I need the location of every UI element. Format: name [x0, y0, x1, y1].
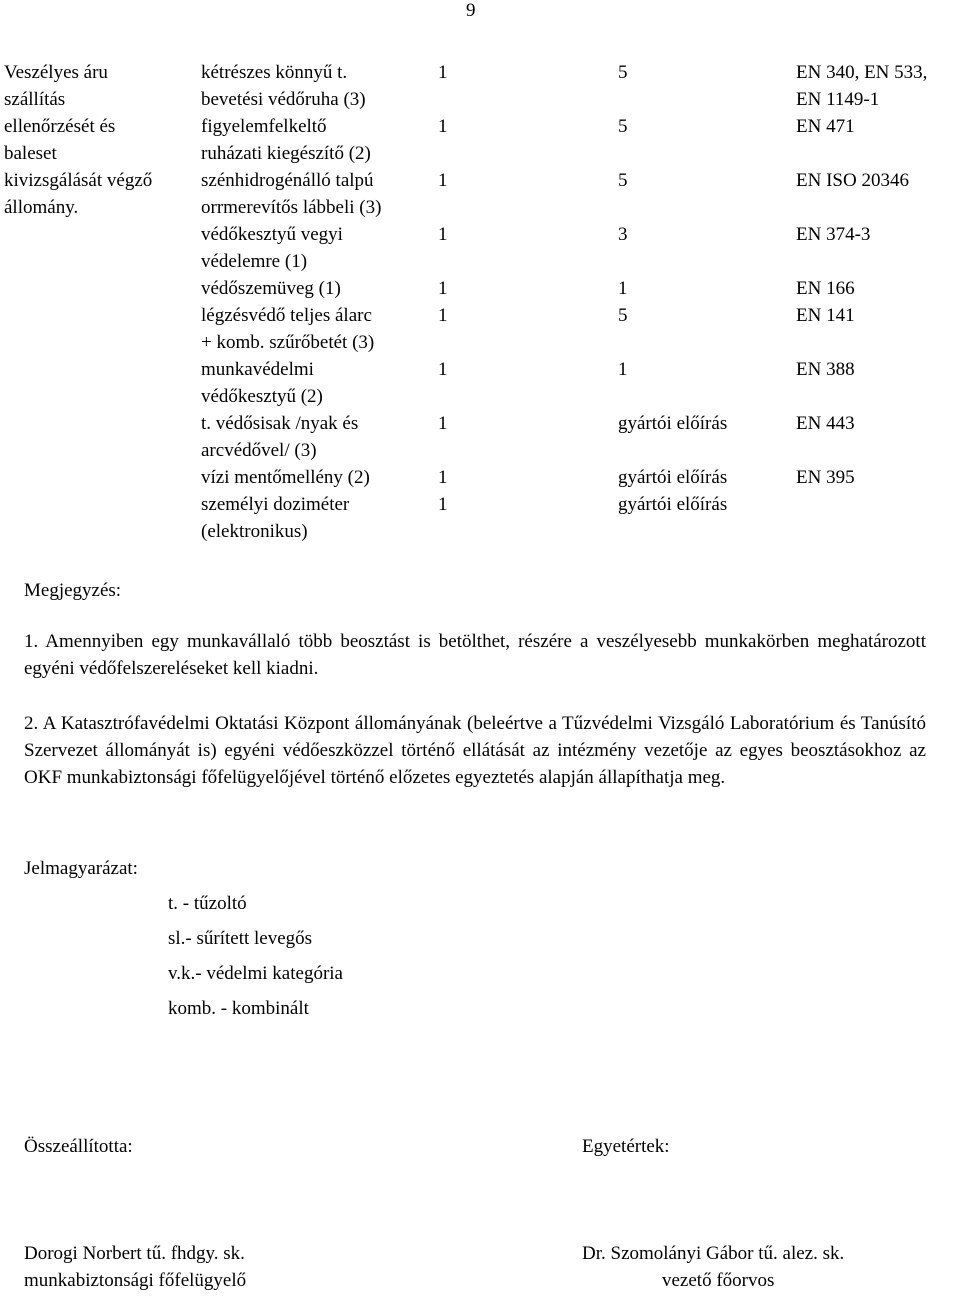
equipment-quantity: 1 [438, 170, 448, 191]
signer-title: vezető főorvos [662, 1270, 775, 1291]
page-number: 9 [466, 0, 476, 21]
equipment-period: 3 [618, 224, 628, 245]
equipment-quantity: 1 [438, 359, 448, 380]
equipment-item: ruházati kiegészítő (2) [201, 143, 371, 164]
signer-name: Dorogi Norbert tű. fhdgy. sk. [24, 1243, 245, 1264]
equipment-item: védőkesztyű vegyi [201, 224, 343, 245]
equipment-quantity: 1 [438, 278, 448, 299]
equipment-quantity: 1 [438, 224, 448, 245]
role-line: baleset [4, 143, 57, 164]
equipment-item: bevetési védőruha (3) [201, 89, 366, 110]
equipment-standard: EN 395 [796, 467, 855, 488]
equipment-item: személyi doziméter [201, 494, 350, 515]
equipment-standard: EN 471 [796, 116, 855, 137]
equipment-item: védelemre (1) [201, 251, 308, 272]
compiled-by-label: Összeállította: [24, 1136, 133, 1157]
equipment-item: t. védősisak /nyak és [201, 413, 359, 434]
equipment-item: (elektronikus) [201, 521, 308, 542]
equipment-period: gyártói előírás [618, 494, 728, 515]
equipment-item: + komb. szűrőbetét (3) [201, 332, 375, 353]
equipment-item: védőkesztyű (2) [201, 386, 323, 407]
role-line: kivizsgálását végző [4, 170, 153, 191]
legend-item: v.k.- védelmi kategória [168, 963, 343, 984]
equipment-quantity: 1 [438, 116, 448, 137]
equipment-period: 5 [618, 170, 628, 191]
legend-title: Jelmagyarázat: [24, 858, 138, 879]
equipment-item: légzésvédő teljes álarc [201, 305, 372, 326]
equipment-quantity: 1 [438, 467, 448, 488]
equipment-item: szénhidrogénálló talpú [201, 170, 374, 191]
equipment-item: munkavédelmi [201, 359, 314, 380]
equipment-period: 5 [618, 305, 628, 326]
legend-item: komb. - kombinált [168, 998, 309, 1019]
note-paragraph: 2. A Katasztrófavédelmi Oktatási Központ állományának (beleértve a Tűzvédelmi Vizsgáló Laboratórium és Tanúsító Szervezet állományát is) egyéni védőeszközzel történő ellátását az intézmény vezetője az egyes beosztásokhoz az OKF munkabiztonsági főfelügyelőjével történő előzetes egyeztetés alapján állapíthatja meg. [24, 713, 926, 788]
role-line: Veszélyes áru [4, 62, 108, 83]
equipment-period: gyártói előírás [618, 467, 728, 488]
equipment-item: orrmerevítős lábbeli (3) [201, 197, 382, 218]
equipment-period: 5 [618, 116, 628, 137]
equipment-quantity: 1 [438, 494, 448, 515]
equipment-standard: EN 141 [796, 305, 855, 326]
agreed-label: Egyetértek: [582, 1136, 670, 1157]
equipment-standard: EN ISO 20346 [796, 170, 909, 191]
signer-left [24, 1240, 246, 1294]
equipment-period: 1 [618, 278, 628, 299]
equipment-table [0, 0, 960, 560]
signer-right [582, 1240, 844, 1294]
equipment-period: 1 [618, 359, 628, 380]
equipment-item: vízi mentőmellény (2) [201, 467, 370, 488]
signer-name: Dr. Szomolányi Gábor tű. alez. sk. [582, 1243, 845, 1264]
equipment-standard: EN 388 [796, 359, 855, 380]
equipment-period: gyártói előírás [618, 413, 728, 434]
equipment-item: figyelemfelkeltő [201, 116, 327, 137]
legend-item: sl.- sűrített levegős [168, 928, 313, 949]
equipment-period: 5 [618, 62, 628, 83]
equipment-item: kétrészes könnyű t. [201, 62, 348, 83]
signer-title: munkabiztonsági főfelügyelő [24, 1270, 247, 1291]
equipment-quantity: 1 [438, 305, 448, 326]
legend-item: t. - tűzoltó [168, 893, 247, 914]
note-paragraph: 1. Amennyiben egy munkavállaló több beosztást is betölthet, részére a veszélyesebb munkakörben meghatározott egyéni védőfelszereléseket kell kiadni. [24, 631, 926, 679]
equipment-quantity: 1 [438, 413, 448, 434]
equipment-standard: EN 374-3 [796, 224, 871, 245]
equipment-item: védőszemüveg (1) [201, 278, 341, 299]
equipment-standard: EN 443 [796, 413, 855, 434]
equipment-standard: EN 1149-1 [796, 89, 880, 110]
role-line: ellenőrzését és [4, 116, 116, 137]
role-line: szállítás [4, 89, 66, 110]
equipment-standard: EN 340, EN 533, [796, 62, 928, 83]
equipment-quantity: 1 [438, 62, 448, 83]
equipment-item: arcvédővel/ (3) [201, 440, 317, 461]
equipment-standard: EN 166 [796, 278, 855, 299]
role-line: állomány. [4, 197, 79, 218]
notes-title: Megjegyzés: [24, 580, 122, 601]
